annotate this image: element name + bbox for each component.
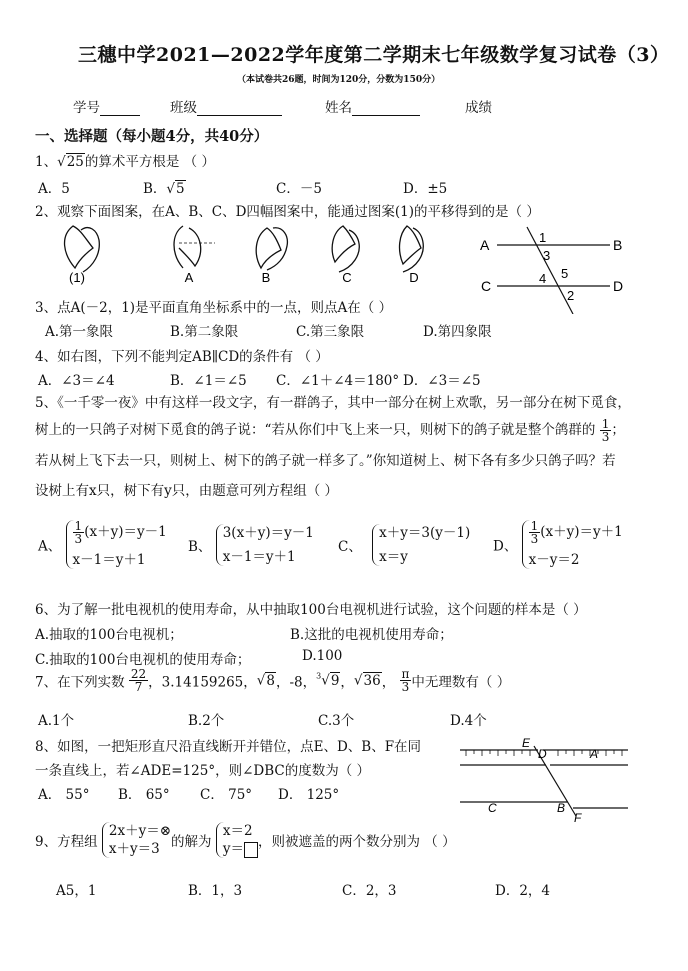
point-a: A bbox=[590, 747, 599, 761]
q5-option-d bbox=[493, 520, 623, 569]
equation-2: x－1＝y＋1 bbox=[222, 549, 296, 566]
pattern-label-d: D bbox=[409, 270, 419, 285]
pattern-a bbox=[174, 226, 215, 268]
q5-line-1: 5、《一千零一夜》中有这样一段文字，有一群鸽子，其中一部分在树上欢歌，另一部分在树下觅食， bbox=[35, 395, 631, 411]
q5-line-4: 设树上有x只，树下有y只，由题意可列方程组（ ） bbox=[35, 483, 339, 499]
q8-option-b: B． 65° bbox=[118, 787, 170, 803]
q9-option-b: B．1，3 bbox=[188, 883, 243, 899]
q6-option-c: C.抽取的100台电视机的使用寿命； bbox=[35, 652, 251, 668]
point-b: B bbox=[557, 801, 566, 815]
q5-option-a-label: A、 bbox=[38, 538, 62, 555]
q7-option-d: D.4个 bbox=[450, 713, 487, 729]
exam-title: 三穗中学2021—2022学年度第二学期末七年级数学复习试卷（3） bbox=[78, 44, 670, 66]
q4-stem: 4、如右图，下列不能判定AB∥CD的条件有 （ ） bbox=[35, 349, 329, 365]
q5-option-c-label: C、 bbox=[338, 539, 362, 556]
q1-option-b-radicand: 5 bbox=[176, 181, 185, 197]
q1-stem bbox=[35, 150, 215, 170]
label-b: B bbox=[613, 237, 623, 253]
q6-stem: 6、为了解一批电视机的使用寿命，从中抽取100台电视机进行试验，这个问题的样本是（ ） bbox=[35, 602, 587, 618]
q1-option-d: D．±5 bbox=[403, 181, 448, 197]
q2-stem: 2、观察下面图案，在A、B、C、D四幅图案中，能通过图案(1)的平移得到的是（ ） bbox=[35, 204, 540, 220]
label-a: A bbox=[480, 237, 490, 253]
fraction-numerator: 22 bbox=[130, 667, 147, 681]
q7-radicand-3: 36 bbox=[363, 672, 381, 689]
q7-fraction-2 bbox=[400, 668, 412, 693]
fraction-denominator: 7 bbox=[134, 680, 143, 694]
fraction-denominator: 3 bbox=[74, 532, 83, 546]
equation-2 bbox=[223, 840, 258, 858]
sqrt-symbol: √ bbox=[256, 672, 266, 689]
equation-system bbox=[522, 520, 623, 569]
q5-line-3: 若从树上飞下去一只，则树上、树下的鸽子就一样多了。”你知道树上、树下各有多少只鸽子吗？若 bbox=[35, 453, 616, 469]
name-label: 姓名 bbox=[325, 100, 352, 116]
q4-option-b: B．∠1＝∠5 bbox=[170, 373, 247, 389]
fraction-numerator: π bbox=[401, 667, 410, 681]
q1-number: 1、 bbox=[35, 154, 58, 170]
sqrt-symbol: √ bbox=[166, 181, 176, 197]
equation-system bbox=[216, 524, 314, 566]
sqrt-symbol: √ bbox=[321, 672, 330, 689]
name-blank bbox=[352, 101, 420, 116]
q7-radicand-1: 8 bbox=[266, 672, 275, 689]
student-id-label: 学号 bbox=[73, 100, 100, 116]
sqrt-symbol: √ bbox=[353, 672, 363, 689]
q5-line-2-text: 树上的一只鸽子对树下觅食的鸽子说：“若从你们中飞上来一只，则树下的鸽子就是整个鸽群的 bbox=[35, 422, 596, 438]
q7-text: ，3.14159265， bbox=[148, 674, 257, 691]
q7-text: ， bbox=[340, 674, 354, 691]
label-d: D bbox=[613, 278, 624, 294]
q1-option-c: C．－5 bbox=[276, 181, 322, 197]
q7-text: ， bbox=[381, 674, 396, 691]
q5-line-2-end: ； bbox=[611, 422, 625, 438]
q7-option-c: C.3个 bbox=[318, 713, 355, 729]
equation-system bbox=[66, 520, 167, 569]
angle-2: 2 bbox=[567, 288, 575, 303]
equation-2: x－y＝2 bbox=[528, 552, 580, 568]
pattern-label-b: B bbox=[261, 270, 271, 285]
angle-5: 5 bbox=[561, 266, 569, 281]
q5-option-c bbox=[338, 524, 470, 566]
q8-ruler-figure bbox=[458, 736, 636, 822]
q8-option-d: D． 125° bbox=[278, 787, 340, 803]
class-blank bbox=[197, 101, 282, 116]
equation-1 bbox=[529, 520, 623, 545]
q3-option-d: D.第四象限 bbox=[423, 324, 492, 340]
q5-fraction bbox=[600, 418, 612, 443]
q8-option-c: C． 75° bbox=[200, 787, 253, 803]
pattern-d bbox=[400, 226, 424, 272]
pattern-c bbox=[332, 226, 359, 272]
q4-option-a: A．∠3＝∠4 bbox=[38, 373, 115, 389]
q9-system-1 bbox=[102, 822, 171, 858]
fraction-denominator: 3 bbox=[530, 532, 539, 546]
equation-1: 2x＋y＝⊗ bbox=[108, 823, 172, 839]
q4-figure bbox=[475, 222, 635, 314]
student-id-field bbox=[73, 96, 140, 116]
q5-line-2 bbox=[35, 418, 625, 443]
equation-fraction bbox=[73, 520, 85, 545]
name-field bbox=[325, 96, 420, 116]
q3-option-c: C.第三象限 bbox=[296, 324, 365, 340]
q8-option-a: A． 55° bbox=[38, 787, 90, 803]
q9-stem-end: ，则被遮盖的两个数分别为 （ ） bbox=[257, 834, 456, 851]
q9-system-2 bbox=[216, 822, 258, 858]
q6-option-b: B.这批的电视机使用寿命； bbox=[290, 627, 453, 643]
pattern-label-1: (1) bbox=[69, 270, 85, 285]
equation-system bbox=[372, 524, 470, 566]
q3-option-a: A.第一象限 bbox=[45, 324, 114, 340]
point-e: E bbox=[522, 736, 531, 750]
q5-option-d-label: D、 bbox=[493, 538, 518, 555]
pattern-label-c: C bbox=[342, 270, 352, 285]
q2-patterns bbox=[55, 218, 440, 288]
student-id-blank bbox=[100, 101, 140, 116]
q3-option-b: B.第二象限 bbox=[170, 324, 239, 340]
q7-stem-start: 7、在下列实数 bbox=[35, 674, 125, 691]
label-c: C bbox=[481, 278, 492, 294]
equation-2: x＋y＝3 bbox=[108, 841, 160, 858]
angle-3: 3 bbox=[543, 248, 551, 263]
pattern-label-a: A bbox=[184, 270, 194, 285]
covered-box bbox=[244, 842, 258, 858]
q5-option-a bbox=[38, 520, 167, 569]
q5-option-b bbox=[188, 524, 314, 566]
equation-1-text: (x＋y)＝y＋1 bbox=[540, 524, 623, 540]
equation-1: x＋y＝3(y－1) bbox=[379, 525, 471, 541]
point-d: D bbox=[538, 747, 547, 761]
equation-1: x＝2 bbox=[222, 823, 253, 839]
fraction-numerator: 1 bbox=[601, 417, 610, 431]
equation-1 bbox=[73, 520, 167, 545]
equation-2: x－1＝y＋1 bbox=[72, 552, 146, 568]
q7-option-b: B.2个 bbox=[188, 713, 225, 729]
q8-line-1: 8、如图，一把矩形直尺沿直线断开并错位，点E、D、B、F在同 bbox=[35, 739, 422, 755]
fraction-numerator: 1 bbox=[74, 519, 83, 533]
q7-stem-end: 中无理数有（ ） bbox=[411, 674, 511, 691]
q7-radicand-2: 9 bbox=[330, 672, 340, 689]
q9-stem-start: 9、方程组 bbox=[35, 834, 98, 851]
q1-option-b bbox=[143, 177, 186, 197]
pattern-b bbox=[256, 228, 287, 270]
q3-stem: 3、点A(－2，1)是平面直角坐标系中的一点，则点A在（ ） bbox=[35, 300, 393, 316]
q9-mid-text: 的解为 bbox=[171, 834, 212, 851]
pattern-1 bbox=[65, 226, 100, 272]
equation-1: 3(x＋y)＝y－1 bbox=[222, 525, 314, 541]
section-heading: 一、选择题（每小题4分，共40分） bbox=[35, 128, 269, 145]
q8-line-2: 一条直线上，若∠ADE=125°，则∠DBC的度数为（ ） bbox=[35, 763, 370, 779]
q9-option-a: A5，1 bbox=[56, 883, 97, 899]
cube-root-index: 3 bbox=[316, 671, 322, 681]
q5-option-b-label: B、 bbox=[188, 539, 212, 556]
q7-option-a: A.1个 bbox=[38, 713, 75, 729]
q7-stem bbox=[35, 668, 510, 693]
class-field bbox=[170, 96, 282, 116]
point-f: F bbox=[574, 811, 582, 822]
q4-option-c: C．∠1＋∠4＝180° bbox=[276, 373, 400, 389]
score-label: 成绩 bbox=[465, 100, 492, 116]
equation-2: x＝y bbox=[379, 549, 408, 566]
q9-option-c: C．2，3 bbox=[342, 883, 397, 899]
q9-stem bbox=[35, 822, 456, 858]
angle-1: 1 bbox=[539, 230, 547, 245]
q1-option-b-label: B． bbox=[143, 181, 167, 197]
fraction-denominator: 3 bbox=[601, 430, 610, 444]
class-label: 班级 bbox=[170, 100, 197, 116]
q9-option-d: D．2，4 bbox=[495, 883, 551, 899]
equation-fraction bbox=[529, 520, 541, 545]
fraction-numerator: 1 bbox=[530, 519, 539, 533]
q6-option-d: D.100 bbox=[302, 648, 343, 664]
q6-option-a: A.抽取的100台电视机； bbox=[35, 627, 183, 643]
sqrt-symbol: √ bbox=[57, 154, 66, 170]
point-c: C bbox=[488, 801, 497, 815]
q7-text: ，-8， bbox=[275, 674, 317, 691]
q1-stem-text: 的算术平方根是 （ ） bbox=[84, 154, 215, 170]
fraction-denominator: 3 bbox=[401, 680, 410, 694]
exam-note: （本试卷共26题，时间为120分，分数为150分） bbox=[237, 75, 441, 85]
q4-option-d: D．∠3＝∠5 bbox=[403, 373, 481, 389]
q7-fraction-1 bbox=[129, 668, 148, 693]
equation-1-text: (x＋y)＝y－1 bbox=[84, 524, 167, 540]
q1-radicand: 25 bbox=[66, 154, 84, 170]
equation-2-text: y＝ bbox=[222, 841, 244, 858]
angle-4: 4 bbox=[539, 271, 547, 286]
q1-option-a: A．5 bbox=[38, 181, 70, 197]
